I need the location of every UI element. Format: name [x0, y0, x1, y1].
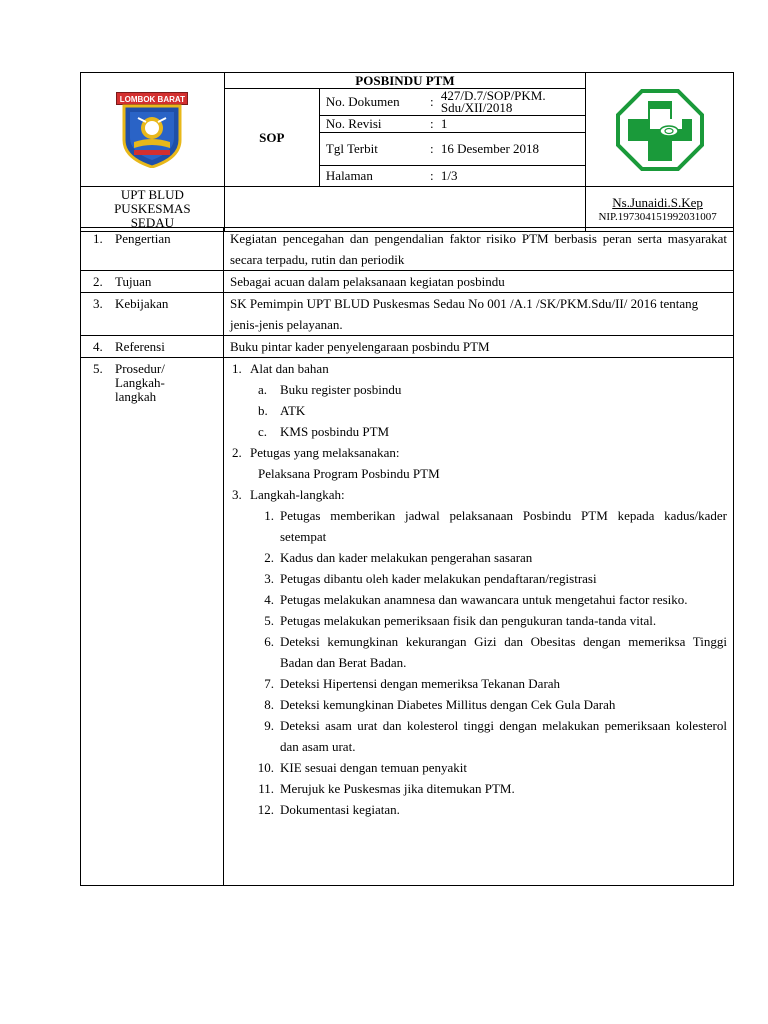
step-text: KIE sesuai dengan temuan penyakit [280, 760, 467, 775]
unit-name [81, 187, 225, 232]
regency-logo-cell [81, 73, 225, 187]
section-label [81, 293, 224, 336]
step-number: 7. [264, 676, 274, 691]
section-title: Referensi [115, 339, 165, 354]
step-number: 12. [257, 802, 274, 817]
section-number: 5. [93, 361, 103, 376]
step-item [224, 799, 727, 820]
part-number: 2. [232, 445, 242, 460]
procedure-label-line-1: Prosedur/ [115, 361, 165, 376]
issue-date-colon: : [425, 133, 439, 166]
section-title: Pengertian [115, 231, 171, 246]
procedure-part-2 [224, 442, 727, 463]
section-row [81, 336, 734, 358]
part-title: Langkah-langkah: [250, 487, 345, 502]
step-number: 1. [264, 508, 274, 523]
revision-label: No. Revisi [319, 116, 424, 133]
procedure-part-1 [224, 358, 727, 379]
step-item [224, 778, 727, 799]
sop-header-table [80, 72, 734, 232]
section-label [81, 336, 224, 358]
step-text: Deteksi asam urat dan kolesterol tinggi dengan melakukan pemeriksaan kolesterol dan asam urat. [280, 718, 727, 754]
step-text: Petugas melakukan anamnesa dan wawancara untuk mengetahui factor resiko. [280, 592, 688, 607]
step-item [224, 568, 727, 589]
page-value: 1/3 [439, 166, 586, 187]
unit-line-3: SEDAU [130, 215, 175, 230]
puskesmas-cross-icon [616, 89, 704, 171]
step-number: 9. [264, 718, 274, 733]
section-title: Kebijakan [115, 296, 169, 311]
step-text: Deteksi kemungkinan kekurangan Gizi dan Obesitas dengan memeriksa Tinggi Badan dan Berat Badan. [280, 634, 727, 670]
procedure-content [224, 358, 734, 886]
list-item [224, 400, 727, 421]
step-number: 4. [264, 592, 274, 607]
step-item [224, 673, 727, 694]
item-text: ATK [280, 403, 306, 418]
step-number: 5. [264, 613, 274, 628]
step-item [224, 610, 727, 631]
blank-cell [224, 187, 585, 232]
item-mark: b. [258, 403, 268, 418]
section-text: Sebagai acuan dalam pelaksanaan kegiatan posbindu [224, 271, 734, 293]
step-number: 11. [258, 781, 274, 796]
issue-date-value: 16 Desember 2018 [439, 133, 586, 166]
unit-line-2: PUSKESMAS [114, 201, 191, 216]
step-text: Kadus dan kader melakukan pengerahan sasaran [280, 550, 533, 565]
doc-number-value [439, 89, 586, 116]
list-item [224, 421, 727, 442]
step-number: 3. [264, 571, 274, 586]
logo-banner: LOMBOK BARAT [116, 92, 188, 105]
sop-body-table [80, 227, 734, 886]
signatory-name: Ns.Junaidi.S.Kep [612, 195, 703, 210]
section-row [81, 293, 734, 336]
procedure-row [81, 358, 734, 886]
section-label [81, 228, 224, 271]
step-number: 6. [264, 634, 274, 649]
page-colon: : [425, 166, 439, 187]
sop-label: SOP [224, 89, 319, 187]
step-item [224, 757, 727, 778]
step-item [224, 505, 727, 547]
step-text: Deteksi kemungkinan Diabetes Millitus dengan Cek Gula Darah [280, 697, 616, 712]
section-title [115, 362, 165, 404]
step-item [224, 694, 727, 715]
step-number: 2. [264, 550, 274, 565]
revision-value: 1 [439, 116, 586, 133]
procedure-label-line-3: langkah [115, 389, 157, 404]
step-item [224, 631, 727, 673]
step-number: 10. [257, 760, 274, 775]
unit-line-1: UPT BLUD [120, 187, 184, 202]
section-number: 3. [93, 296, 103, 311]
part-number: 1. [232, 361, 242, 376]
part-detail: Pelaksana Program Posbindu PTM [258, 466, 440, 481]
part-number: 3. [232, 487, 242, 502]
step-text: Dokumentasi kegiatan. [280, 802, 400, 817]
section-row [81, 228, 734, 271]
section-row [81, 271, 734, 293]
section-title: Tujuan [115, 274, 152, 289]
part-title: Alat dan bahan [250, 361, 329, 376]
item-mark: a. [258, 382, 268, 397]
page-label: Halaman [319, 166, 424, 187]
step-number: 8. [264, 697, 274, 712]
section-text: Buku pintar kader penyelengaraan posbindu PTM [224, 336, 734, 358]
step-text: Deteksi Hipertensi dengan memeriksa Tekanan Darah [280, 676, 561, 691]
procedure-part-3 [224, 484, 727, 505]
part-title: Petugas yang melaksanakan: [250, 445, 400, 460]
item-text: KMS posbindu PTM [280, 424, 390, 439]
section-label [81, 271, 224, 293]
doc-number-line1: 427/D.7/SOP/PKM. [440, 88, 546, 103]
revision-colon: : [425, 116, 439, 133]
step-list [224, 505, 727, 820]
section-label [81, 358, 224, 886]
item-mark: c. [258, 424, 268, 439]
lombok-barat-logo [116, 92, 188, 168]
list-item [224, 379, 727, 400]
doc-number-colon: : [425, 89, 439, 116]
signatory-nip: NIP.197304151992031007 [598, 211, 717, 223]
section-number: 4. [93, 339, 103, 354]
doc-number-label: No. Dokumen [319, 89, 424, 116]
step-item [224, 715, 727, 757]
issue-date-label: Tgl Terbit [319, 133, 424, 166]
step-item [224, 547, 727, 568]
item-text: Buku register posbindu [280, 382, 402, 397]
step-text: Petugas melakukan pemeriksaan fisik dan pengukuran tanda-tanda vital. [280, 613, 657, 628]
step-text: Merujuk ke Puskesmas jika ditemukan PTM. [280, 781, 515, 796]
regency-shield-icon [116, 92, 188, 168]
section-number: 2. [93, 274, 103, 289]
step-text: Petugas dibantu oleh kader melakukan pendaftaran/registrasi [280, 571, 597, 586]
document-title: POSBINDU PTM [224, 73, 585, 89]
section-text: SK Pemimpin UPT BLUD Puskesmas Sedau No 001 /A.1 /SK/PKM.Sdu/II/ 2016 tentang jenis-jenis pelayanan. [224, 293, 734, 336]
step-item [224, 589, 727, 610]
step-text: Petugas memberikan jadwal pelaksanaan Posbindu PTM kepada kadus/kader setempat [280, 508, 727, 544]
section-text: Kegiatan pencegahan dan pengendalian faktor risiko PTM berbasis peran serta masyarakat secara terpadu, rutin dan periodik [224, 228, 734, 271]
signatory [586, 187, 734, 232]
puskesmas-logo-cell [586, 73, 734, 187]
section-number: 1. [93, 231, 103, 246]
procedure-label-line-2: Langkah- [115, 375, 165, 390]
doc-number-line2: Sdu/XII/2018 [440, 100, 513, 115]
